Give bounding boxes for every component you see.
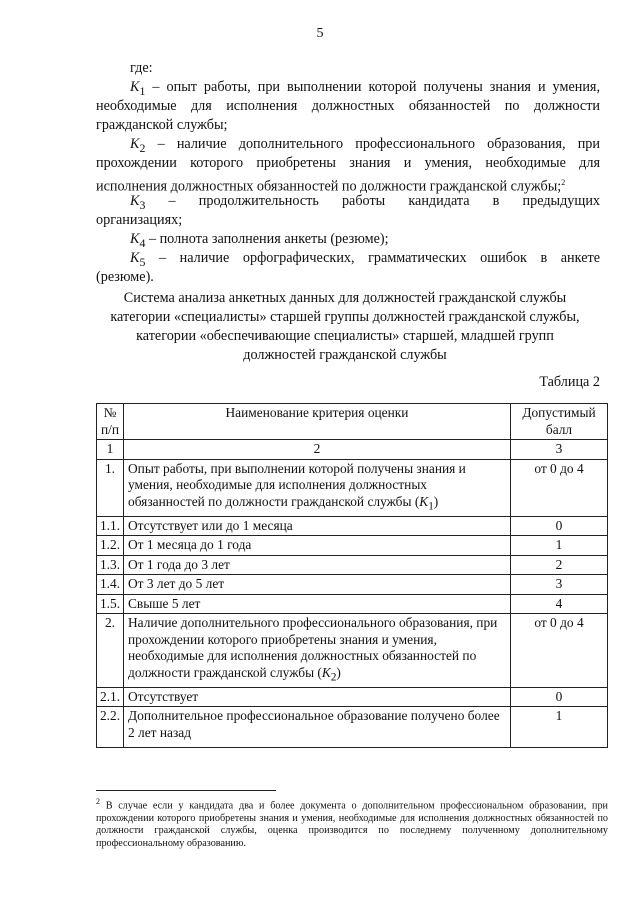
k3-line2: организациях; — [96, 212, 183, 228]
row-name: Отсутствует — [124, 687, 511, 707]
where-label: где: — [130, 60, 153, 76]
row-num: 1.3. — [97, 555, 124, 575]
page-number: 5 — [316, 26, 324, 41]
table-row — [97, 687, 608, 707]
row-name: От 1 года до 3 лет — [124, 555, 511, 575]
k5-line1: $K_5$ – наличие орфографических, грамматических ошибок в анкете — [130, 250, 600, 269]
table-row — [97, 594, 608, 614]
row-num: 2.1. — [97, 687, 124, 707]
row-score: от 0 до 4 — [511, 459, 608, 516]
heading-line4: должностей гражданской службы — [243, 347, 447, 363]
row-name: Опыт работы, при выполнении которой получены знания и умения, необходимые для исполнения должностных обязанностей по должности гражданской службы $(K_1)$ — [124, 459, 511, 516]
k3-line1: $K_3$ – продолжительность работы кандидата в предыдущих — [130, 193, 600, 212]
header-score: Допустимый балл — [511, 404, 608, 440]
table-header-row — [97, 404, 608, 440]
k2-line1: $K_2$ – наличие дополнительного профессионального образования, при — [130, 136, 600, 155]
row-num: 1.2. — [97, 536, 124, 556]
criteria-table — [96, 403, 608, 748]
row-num: 2.2. — [97, 707, 124, 748]
colnum-2: 2 — [124, 440, 511, 460]
colnum-1: 1 — [97, 440, 124, 460]
footnote: $^2$ В случае если у кандидата два и более документа о дополнительном профессиональном образовании, при прохождении которого приобретены знания и умения, необходимые для исполнения должностных обязанностей по должности гражданской службы, оценка производится по последнему полученному дополнительному профессиональному образованию. — [96, 797, 608, 849]
heading-line1: Система анализа анкетных данных для должностей гражданской службы — [123, 290, 567, 306]
row-name: Свыше 5 лет — [124, 594, 511, 614]
header-name: Наименование критерия оценки — [124, 404, 511, 440]
heading-line2: категории «специалисты» старшей группы должностей гражданской службы, — [110, 309, 580, 325]
k1-line1: $K_1$ – опыт работы, при выполнении которой получены знания и умения, — [130, 79, 600, 98]
table-row — [97, 614, 608, 688]
table-row — [97, 459, 608, 516]
row-name: Дополнительное профессиональное образование получено более 2 лет назад — [124, 707, 511, 748]
row-score: 2 — [511, 555, 608, 575]
row-score: 3 — [511, 575, 608, 595]
row-name: Отсутствует или до 1 месяца — [124, 516, 511, 536]
table-row — [97, 707, 608, 748]
table-colnum-row — [97, 440, 608, 460]
k1-line3: гражданской службы; — [96, 117, 228, 133]
row-score: 1 — [511, 536, 608, 556]
row-num: 1.1. — [97, 516, 124, 536]
row-num: 1. — [97, 459, 124, 516]
footnote-rule — [96, 790, 276, 791]
heading-line3: категории «обеспечивающие специалисты» старшей, младшей групп — [136, 328, 554, 344]
colnum-3: 3 — [511, 440, 608, 460]
table-row — [97, 555, 608, 575]
row-score: 0 — [511, 516, 608, 536]
k4-line1: $K_4$ – полнота заполнения анкеты (резюме); — [130, 231, 389, 250]
table-row — [97, 536, 608, 556]
row-num: 1.4. — [97, 575, 124, 595]
k2-line2: прохождении которого приобретены знания и умения, необходимые для — [96, 155, 600, 171]
row-num: 1.5. — [97, 594, 124, 614]
row-name: Наличие дополнительного профессионального образования, при прохождении которого приобретены знания и умения, необходимые для исполнения должностных обязанностей по должности гражданской службы $(K_2)$ — [124, 614, 511, 688]
table-row — [97, 575, 608, 595]
k2-line3: исполнения должностных обязанностей по должности гражданской службы;$^2$ — [96, 178, 566, 195]
table-label: Таблица 2 — [539, 374, 600, 390]
row-score: 4 — [511, 594, 608, 614]
k1-line2: необходимые для исполнения должностных обязанностей по должности — [96, 98, 600, 114]
row-score: 1 — [511, 707, 608, 748]
row-name: От 3 лет до 5 лет — [124, 575, 511, 595]
k5-line2: (резюме). — [96, 269, 154, 285]
row-num: 2. — [97, 614, 124, 688]
row-name: От 1 месяца до 1 года — [124, 536, 511, 556]
row-score: 0 — [511, 687, 608, 707]
row-score: от 0 до 4 — [511, 614, 608, 688]
header-num: № п/п — [97, 404, 124, 440]
table-row — [97, 516, 608, 536]
